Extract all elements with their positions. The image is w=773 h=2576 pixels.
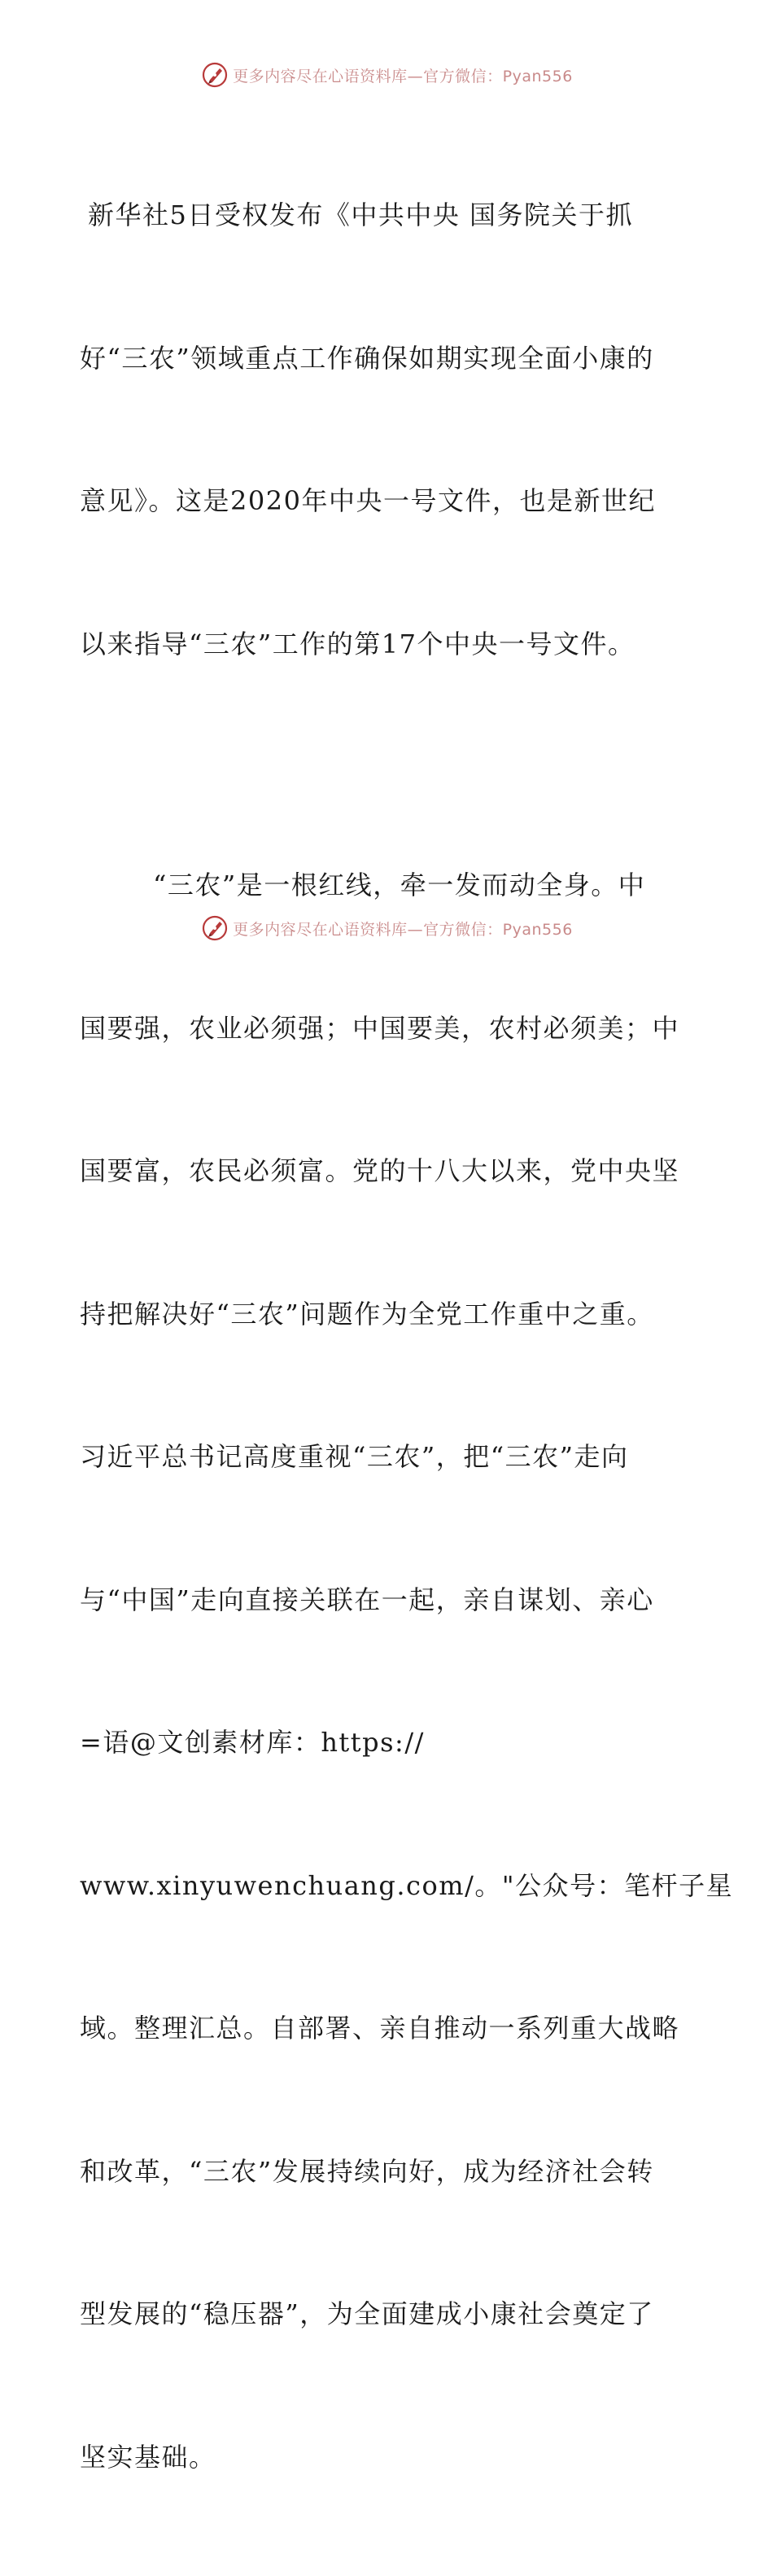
paragraph-2-line: “三农”是一根红线，牵一发而动全身。中: [153, 870, 646, 900]
paragraph-2-line: 与“中国”走向直接关联在一起，亲自谋划、亲心: [80, 1584, 654, 1615]
paragraph-2-line: 持把解决好“三农”问题作为全党工作重中之重。: [80, 1298, 654, 1330]
paragraph-1: [80, 96, 698, 763]
paragraph-2-line: 域。整理汇总。自部署、亲自推动一系列重大战略: [80, 2013, 680, 2044]
footer-watermark: [0, 912, 773, 944]
pen-logo-icon: [200, 913, 229, 943]
paragraph-2-line: www.xinyuwenchuang.com/。"公众号：笔杆子星: [80, 1869, 734, 1901]
paragraph-1-line: 好“三农”领域重点工作确保如期实现全面小康的: [80, 342, 654, 374]
paragraph-2-line: 坚实基础。: [80, 2441, 216, 2473]
header-watermark: [0, 59, 773, 91]
pen-logo-icon: [200, 60, 229, 90]
paragraph-1-line: 新华社5日受权发布《中共中央 国务院关于抓: [88, 199, 634, 230]
footer-watermark-text: 更多内容尽在心语资料库—官方微信：Pyan556: [233, 920, 573, 939]
paragraph-2-line: 习近平总书记高度重视“三农”，把“三农”走向: [80, 1441, 629, 1472]
paragraph-2-line: 和改革，“三农”发展持续向好，成为经济社会转: [80, 2155, 654, 2187]
paragraph-2-line: 型发展的“稳压器”，为全面建成小康社会奠定了: [80, 2298, 654, 2329]
paragraph-2: [80, 766, 734, 2576]
header-watermark-text: 更多内容尽在心语资料库—官方微信：Pyan556: [233, 67, 573, 85]
paragraph-1-line: 意见》。这是2020年中央一号文件，也是新世纪: [80, 485, 656, 516]
document-body: [80, 96, 734, 2576]
paragraph-2-line: 国要强，农业必须强；中国要美，农村必须美；中: [80, 1012, 680, 1044]
paragraph-1-line: 以来指导“三农”工作的第17个中央一号文件。: [80, 628, 635, 659]
paragraph-2-line: =语@文创素材库：https://: [80, 1727, 425, 1758]
paragraph-2-line: 国要富，农民必须富。党的十八大以来，党中央坚: [80, 1155, 680, 1186]
